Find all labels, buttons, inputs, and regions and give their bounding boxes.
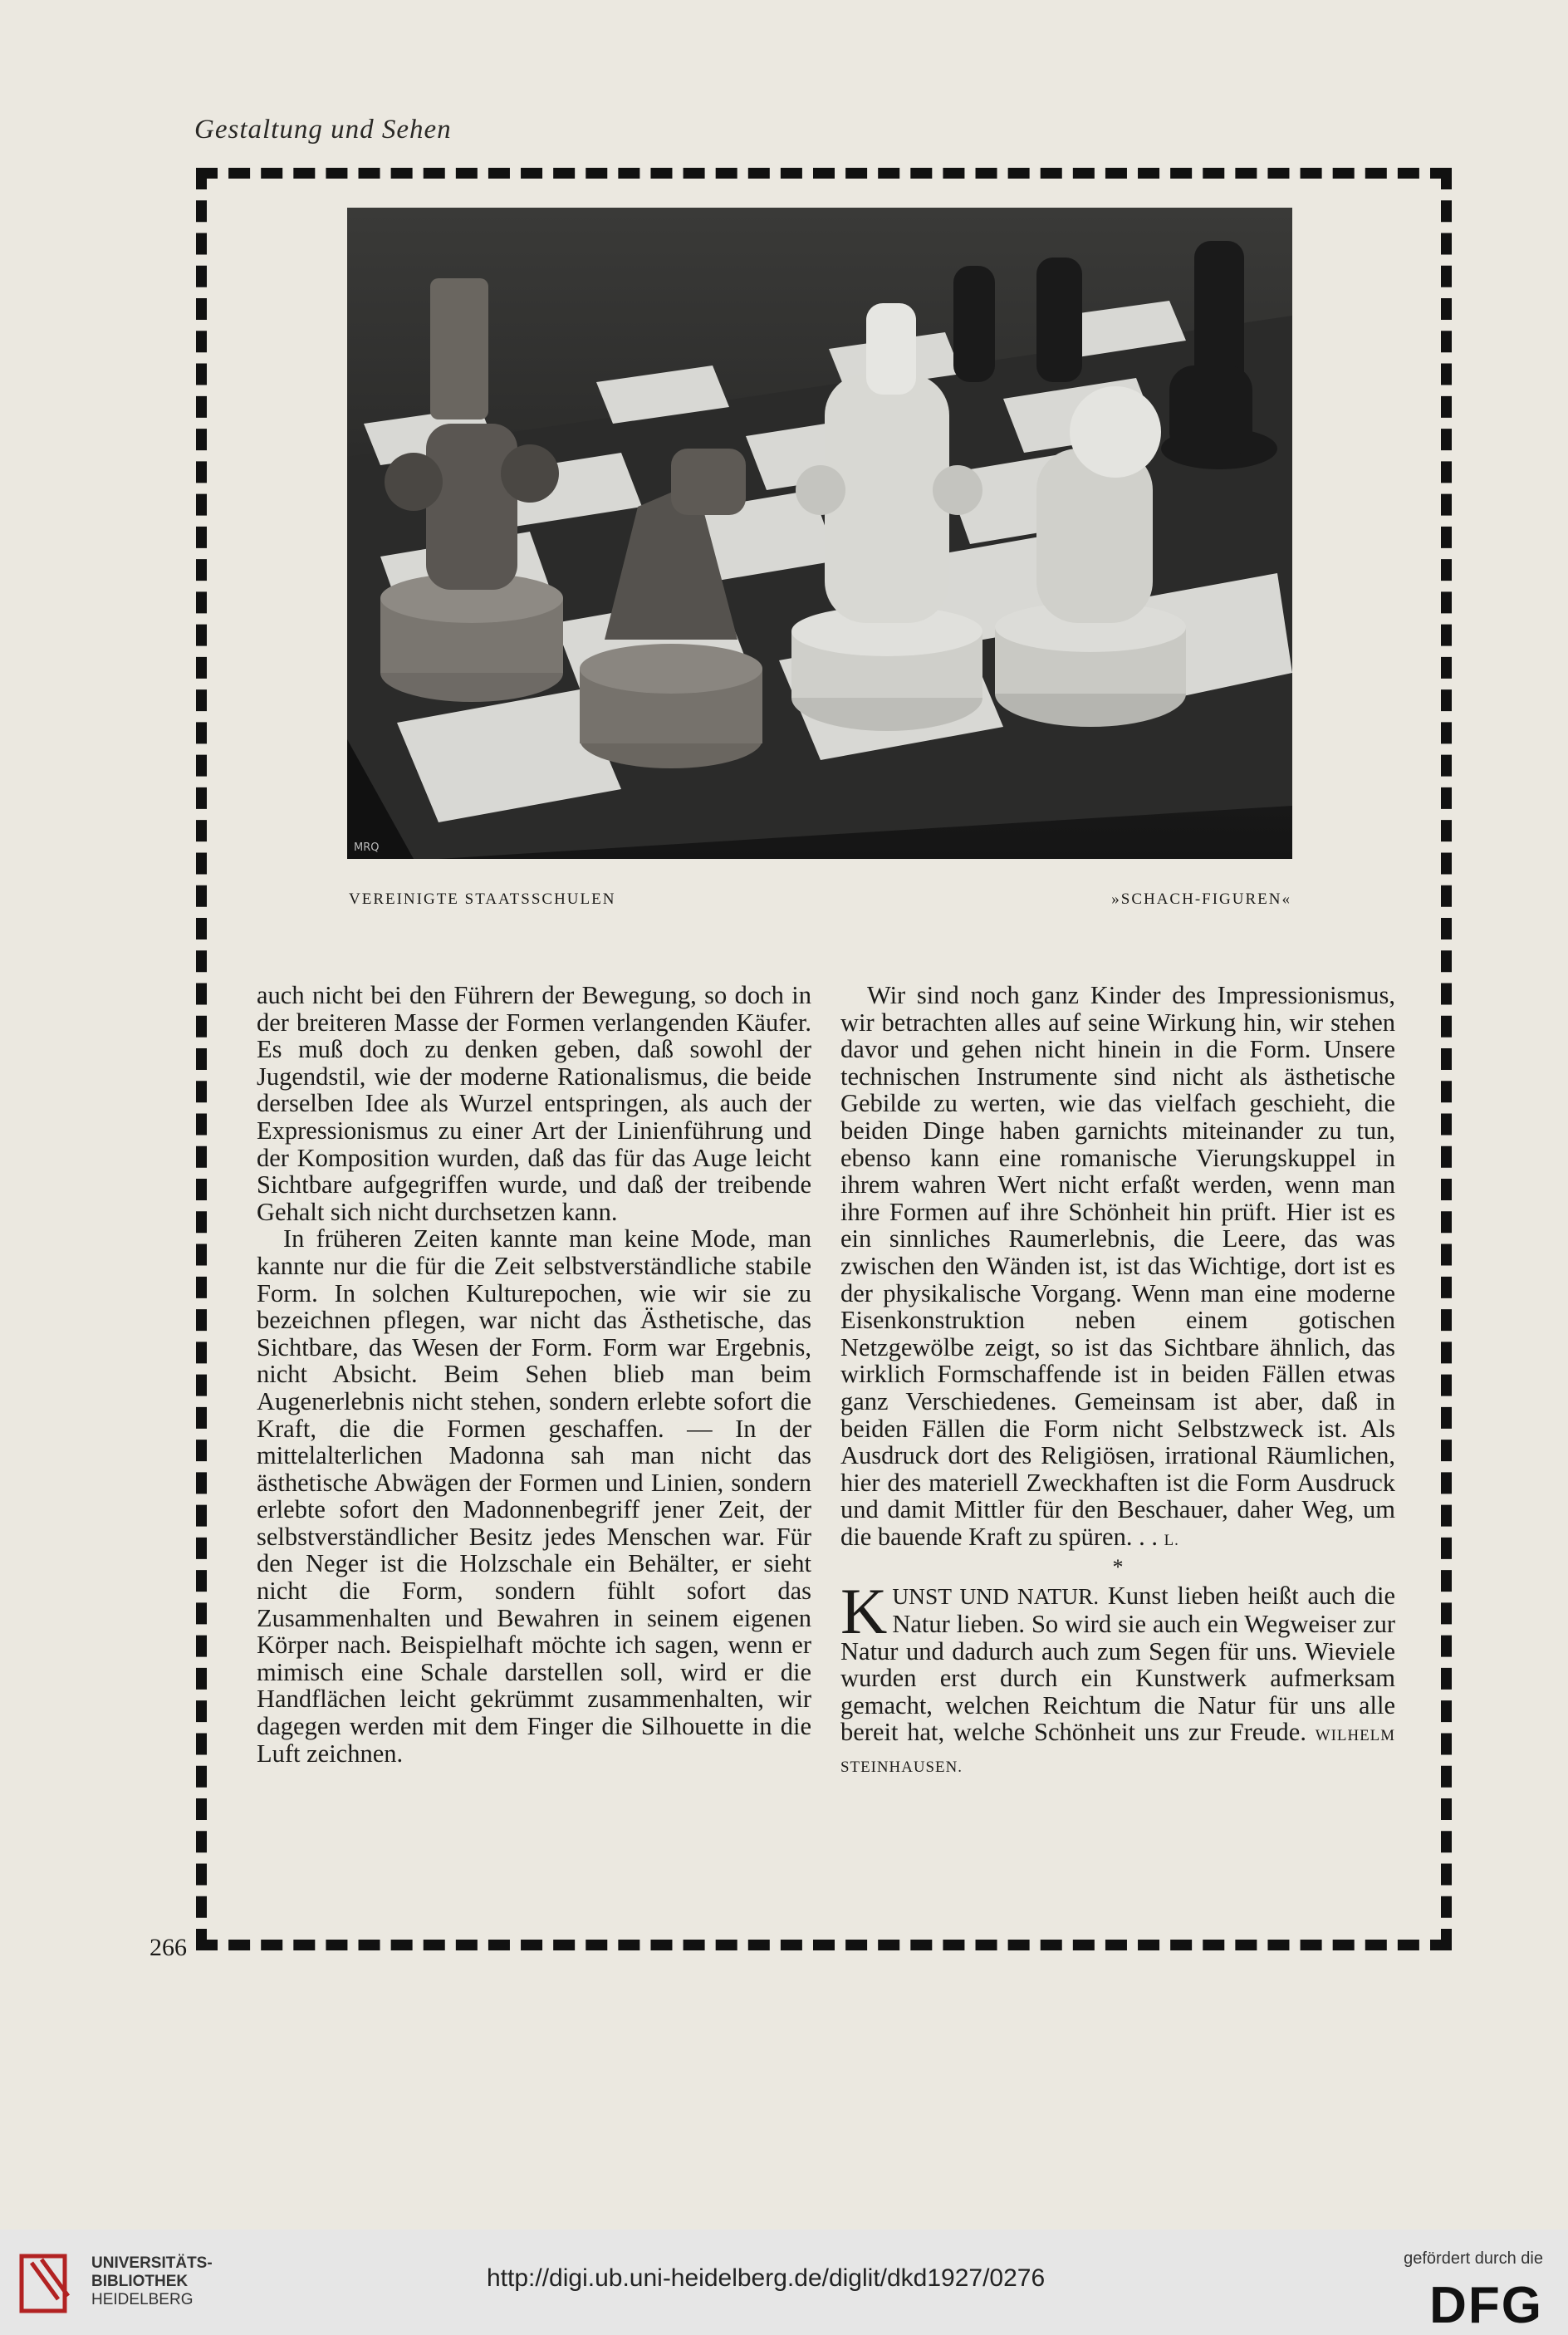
- photographer-monogram: MRQ: [354, 841, 380, 854]
- section-signature: WILHELM STEINHAUSEN.: [840, 1727, 1396, 1777]
- library-name: [91, 2254, 213, 2309]
- right-column: [840, 982, 1395, 1782]
- section-text: Kunst lieben heißt auch die Natur lieben. So wird sie auch ein Wegweiser zur Natur und dadurch auch zum Segen für uns. Wieviele wurden erst durch ein Kunstwerk aufmerksam gemacht, welchen Reichtum die Natur für uns alle bereit hat, welche Schönheit uns zur Freude.: [840, 1582, 1396, 1747]
- university-library-logo-icon: [17, 2249, 83, 2316]
- library-name-line: HEIDELBERG: [91, 2291, 194, 2308]
- section-separator: *: [1112, 1555, 1124, 1580]
- funded-by-label: gefördert durch die: [1404, 2249, 1543, 2268]
- paragraph: [840, 982, 1395, 1554]
- paragraph-text: Wir sind noch ganz Kinder des Impressionismus, wir betrachten alles auf seine Wirkung hin, wir stehen davor und gehen nicht hinein in die Form. Unsere technischen Instrumente sind nicht als ästhetische Gebilde zu werten, wie das vielfach geschieht, die beiden Dinge haben garnichts miteinander zu tun, ebenso kann eine romanische Vierungskuppel in ihrem wahren Wert nicht erfaßt werden, wenn man ihre Formen auf ihre Schönheit hin prüft. Hier ist es ein sinnliches Raumerlebnis, die Leere, das was zwischen den Wänden ist, ist das Wichtige, dort ist es der physikalische Vorgang. Wenn man eine moderne Eisenkonstruktion neben einem gotischen Netzgewölbe zeigt, so ist das Sichtbare ähnlich, das wirklich Formschaffende ist in beiden Fällen etwas ganz Verschiedenes. Gemeinsam ist aber, daß in beiden Fällen die Form nicht Selbstzweck ist. Als Ausdruck dort des Religiösen, irrational Räumlichen, hier des materiell Zweckhaften ist die Form Ausdruck und damit Mittler für den Beschauer, daher Weg, um die bauende Kraft zu spüren. . .: [840, 981, 1395, 1551]
- paragraph: In früheren Zeiten kannte man keine Mode, man kannte nur die für die Zeit selbstverständliche stabile Form. In solchen Kulturepochen, wie wir sie zu bezeichnen pflegen, war nicht das Ästhetische, das Sichtbare, das Wesen der Form. Form war Ergebnis, nicht Absicht. Beim Sehen blieb man beim Augenerlebnis nicht stehen, sondern erlebte sofort die Kraft, die die Formen geschaffen. — In der mittelalterlichen Madonna sah man nicht das ästhetische Abwägen der Formen und Linien, sondern erlebte sofort den Madonnenbegriff jener Zeit, der selbstverständlicher Besitz jedes Menschen war. Für den Neger ist die Holzschale ein Behälter, er sieht nicht die Form, sondern fühlt sofort das Zusammenhalten und Bewahren in seinem eigenen Körper nach. Beispielhaft möchte ich sagen, wenn er mimisch eine Schale darstellen soll, wird er die Handflächen leicht gekrümmt zusammenhalten, wir dagegen werden mit dem Finger die Silhouette in die Luft zeichnen.: [257, 1224, 811, 1768]
- caption-left: VEREINIGTE STAATSSCHULEN: [349, 890, 616, 908]
- library-name-line: BIBLIOTHEK: [91, 2273, 189, 2290]
- caption-right: »SCHACH-FIGUREN«: [1111, 890, 1291, 908]
- permalink-url[interactable]: http://digi.ub.uni-heidelberg.de/diglit/dkd1927/0276: [487, 2264, 1046, 2292]
- paragraph-signature: L.: [1164, 1531, 1179, 1549]
- section-paragraph: [840, 1575, 1396, 1781]
- running-title: Gestaltung und Sehen: [194, 115, 452, 145]
- chess-photo-illustration: [347, 208, 1292, 859]
- paragraph: auch nicht bei den Führern der Bewegung, so doch in der breiteren Masse der Formen verlangenden Käufer. Es muß doch zu denken geben, daß sowohl der Jugendstil, wie der moderne Rationalismus, die beide derselben Idee als Wurzel entspringen, als auch der Expressionismus zu einer Art der Linienführung und der Komposition wurden, daß das für das Auge leicht Sichtbare aufgegriffen wurde, und daß der treibende Gehalt sich nicht durchsetzen kann.: [257, 981, 811, 1226]
- chess-figures-photo: [347, 208, 1292, 859]
- page-number: 266: [149, 1934, 187, 1961]
- section-heading: UNST UND NATUR.: [892, 1584, 1100, 1610]
- dfg-logo: DFG: [1429, 2277, 1543, 2334]
- viewer-footer: [0, 2230, 1568, 2335]
- drop-cap: K: [840, 1575, 888, 1648]
- left-column: [257, 982, 811, 1767]
- library-name-line: UNIVERSITÄTS-: [91, 2254, 213, 2272]
